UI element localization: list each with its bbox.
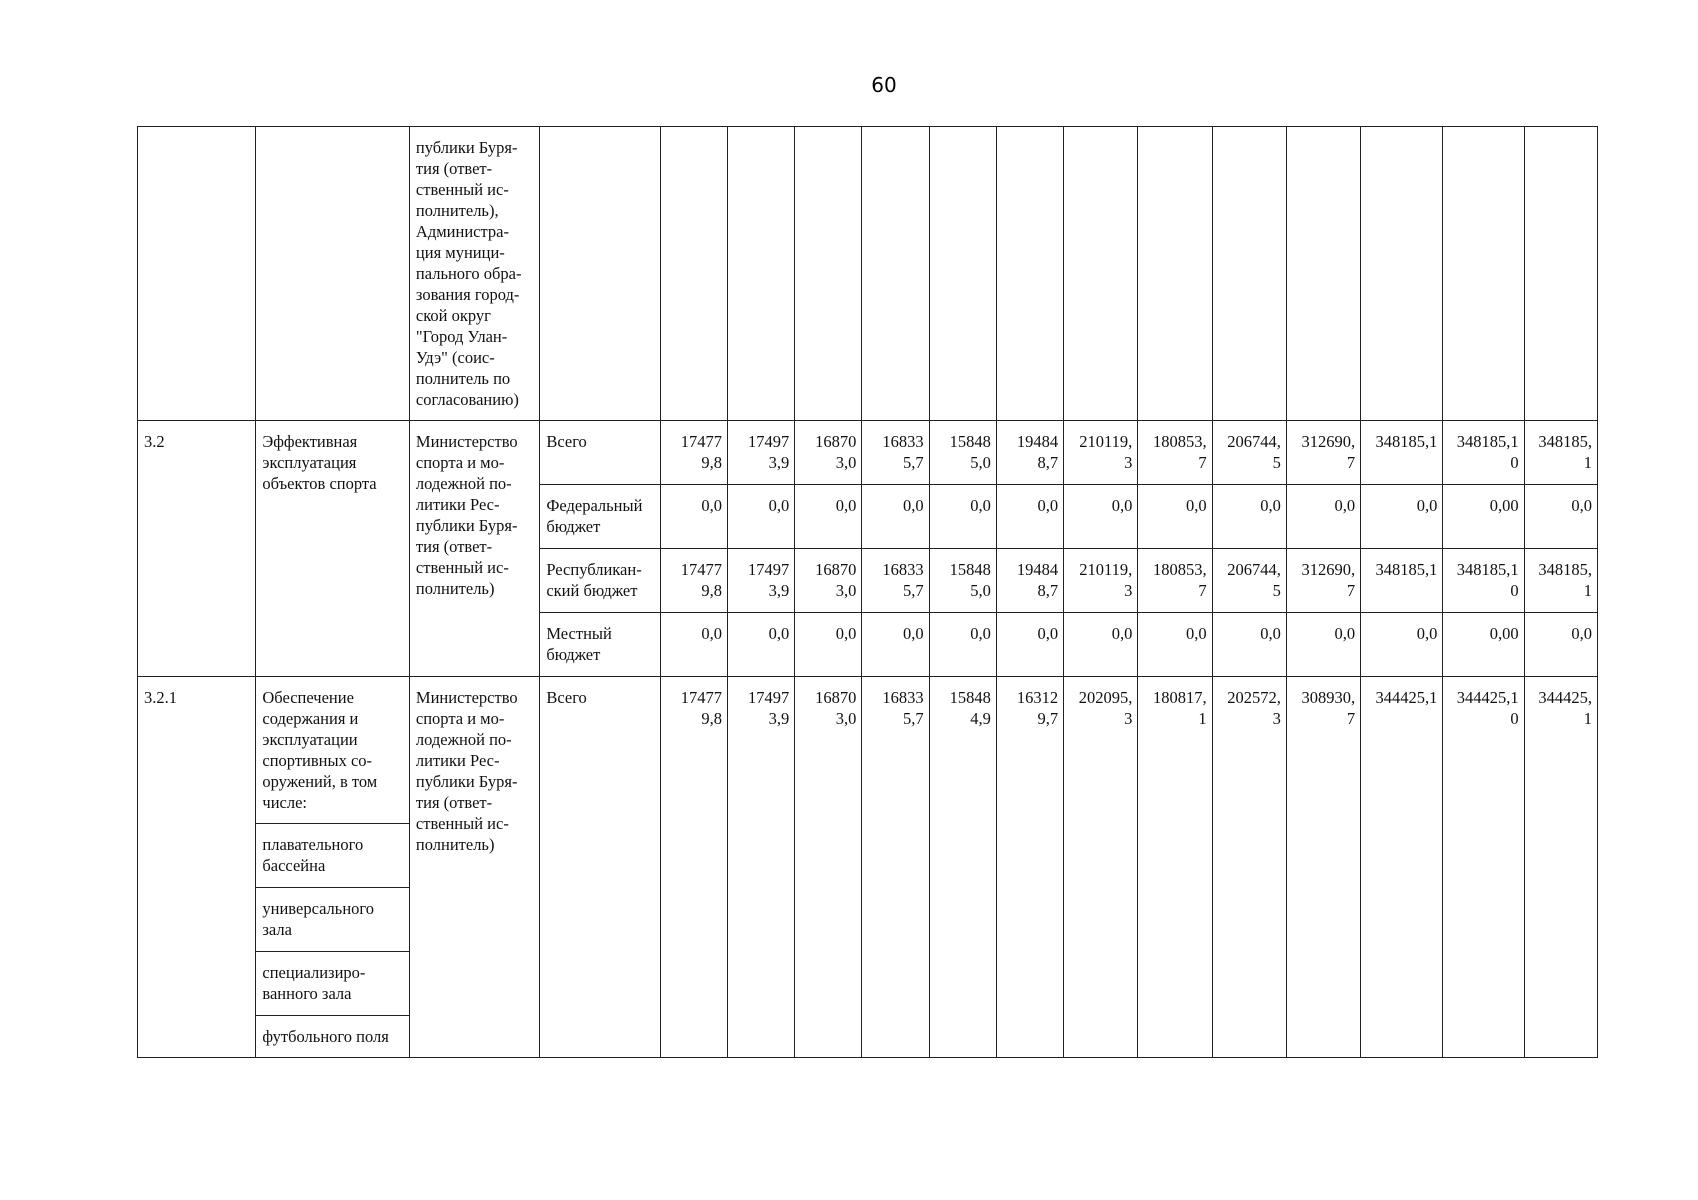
continuation-name-cell <box>256 127 410 421</box>
value-cell: 0,0 <box>996 485 1063 549</box>
value-cell: 15848 4,9 <box>929 677 996 1058</box>
value-cell: 348185,1 0 <box>1443 421 1524 485</box>
value-cell: 0,0 <box>996 613 1063 677</box>
value-cell: 0,0 <box>929 613 996 677</box>
continuation-value-cell <box>1286 127 1360 421</box>
value-cell: 0,0 <box>727 485 794 549</box>
value-cell: 206744, 5 <box>1212 549 1286 613</box>
continuation-source-cell <box>540 127 660 421</box>
value-cell: 0,0 <box>862 485 929 549</box>
funding-source-cell: Федеральный бюджет <box>540 485 660 549</box>
value-cell: 206744, 5 <box>1212 421 1286 485</box>
executor-cell: Министерство спорта и мо- лодежной по- литики Рес- публики Буря- тия (ответ- ственный ис- полнитель) <box>409 677 539 1058</box>
value-cell: 0,0 <box>1138 485 1212 549</box>
continuation-value-cell <box>1524 127 1597 421</box>
value-cell: 202095, 3 <box>1064 677 1138 1058</box>
value-cell: 17477 9,8 <box>660 549 727 613</box>
value-cell: 17497 3,9 <box>727 549 794 613</box>
value-cell: 180853, 7 <box>1138 549 1212 613</box>
continuation-executor-cell: публики Буря- тия (ответ- ственный ис- полнитель), Администра- ция муници- пального обра- зования город- ской округ "Город Улан- Удэ" (соис- полнитель по согласованию) <box>409 127 539 421</box>
continuation-row <box>138 127 1598 421</box>
value-cell: 0,0 <box>1286 613 1360 677</box>
funding-source-cell: Всего <box>540 421 660 485</box>
value-cell: 344425,1 0 <box>1443 677 1524 1058</box>
funding-source-cell: Всего <box>540 677 660 1058</box>
row-number-cell: 3.2 <box>138 421 256 677</box>
value-cell: 19484 8,7 <box>996 549 1063 613</box>
value-cell: 17477 9,8 <box>660 421 727 485</box>
value-cell: 348185,1 0 <box>1443 549 1524 613</box>
continuation-value-cell <box>795 127 862 421</box>
value-cell: 0,0 <box>1064 485 1138 549</box>
value-cell: 344425, 1 <box>1524 677 1597 1058</box>
value-cell: 308930, 7 <box>1286 677 1360 1058</box>
value-cell: 0,0 <box>795 613 862 677</box>
value-cell: 0,0 <box>795 485 862 549</box>
sub-item-cell: плавательного бассейна <box>256 824 410 888</box>
value-cell: 344425,1 <box>1361 677 1443 1058</box>
continuation-value-cell <box>660 127 727 421</box>
value-cell: 19484 8,7 <box>996 421 1063 485</box>
executor-cell: Министерство спорта и мо- лодежной по- литики Рес- публики Буря- тия (ответ- ственный ис- полнитель) <box>409 421 539 677</box>
value-cell: 16870 3,0 <box>795 549 862 613</box>
value-cell: 17477 9,8 <box>660 677 727 1058</box>
continuation-value-cell <box>727 127 794 421</box>
value-cell: 348185, 1 <box>1524 549 1597 613</box>
row-3-2-1-main <box>138 677 1598 824</box>
continuation-value-cell <box>1443 127 1524 421</box>
value-cell: 0,00 <box>1443 613 1524 677</box>
value-cell: 16312 9,7 <box>996 677 1063 1058</box>
continuation-value-cell <box>1138 127 1212 421</box>
value-cell: 16833 5,7 <box>862 421 929 485</box>
sub-item-cell: футбольного поля <box>256 1016 410 1058</box>
value-cell: 210119, 3 <box>1064 421 1138 485</box>
continuation-value-cell <box>1064 127 1138 421</box>
value-cell: 0,0 <box>1212 613 1286 677</box>
funding-source-cell: Республикан- ский бюджет <box>540 549 660 613</box>
value-cell: 17497 3,9 <box>727 421 794 485</box>
value-cell: 0,0 <box>1286 485 1360 549</box>
page-number: 60 <box>871 73 897 97</box>
measure-name-cell: Обеспечение содержания и эксплуатации спортивных со- оружений, в том числе: <box>256 677 410 824</box>
value-cell: 15848 5,0 <box>929 549 996 613</box>
budget-table <box>137 126 1598 1058</box>
continuation-number-cell <box>138 127 256 421</box>
value-cell: 0,0 <box>1524 613 1597 677</box>
value-cell: 0,0 <box>727 613 794 677</box>
value-cell: 0,0 <box>660 485 727 549</box>
value-cell: 16870 3,0 <box>795 421 862 485</box>
sub-item-cell: специализиро- ванного зала <box>256 952 410 1016</box>
value-cell: 0,0 <box>1212 485 1286 549</box>
value-cell: 210119, 3 <box>1064 549 1138 613</box>
value-cell: 202572, 3 <box>1212 677 1286 1058</box>
row-number-cell: 3.2.1 <box>138 677 256 1058</box>
value-cell: 180817, 1 <box>1138 677 1212 1058</box>
value-cell: 0,0 <box>1524 485 1597 549</box>
value-cell: 0,00 <box>1443 485 1524 549</box>
value-cell: 16833 5,7 <box>862 677 929 1058</box>
value-cell: 348185,1 <box>1361 549 1443 613</box>
value-cell: 348185,1 <box>1361 421 1443 485</box>
value-cell: 0,0 <box>862 613 929 677</box>
sub-item-cell: универсального зала <box>256 888 410 952</box>
value-cell: 0,0 <box>1361 485 1443 549</box>
continuation-value-cell <box>862 127 929 421</box>
funding-source-cell: Местный бюджет <box>540 613 660 677</box>
value-cell: 348185, 1 <box>1524 421 1597 485</box>
value-cell: 0,0 <box>1361 613 1443 677</box>
continuation-value-cell <box>996 127 1063 421</box>
continuation-value-cell <box>929 127 996 421</box>
value-cell: 0,0 <box>660 613 727 677</box>
continuation-value-cell <box>1212 127 1286 421</box>
value-cell: 312690, 7 <box>1286 421 1360 485</box>
value-cell: 16833 5,7 <box>862 549 929 613</box>
value-cell: 17497 3,9 <box>727 677 794 1058</box>
value-cell: 0,0 <box>929 485 996 549</box>
value-cell: 16870 3,0 <box>795 677 862 1058</box>
value-cell: 15848 5,0 <box>929 421 996 485</box>
measure-name-cell: Эффективная эксплуатация объектов спорта <box>256 421 410 677</box>
value-cell: 0,0 <box>1064 613 1138 677</box>
value-cell: 312690, 7 <box>1286 549 1360 613</box>
value-cell: 180853, 7 <box>1138 421 1212 485</box>
row-3-2-total <box>138 421 1598 485</box>
continuation-value-cell <box>1361 127 1443 421</box>
value-cell: 0,0 <box>1138 613 1212 677</box>
